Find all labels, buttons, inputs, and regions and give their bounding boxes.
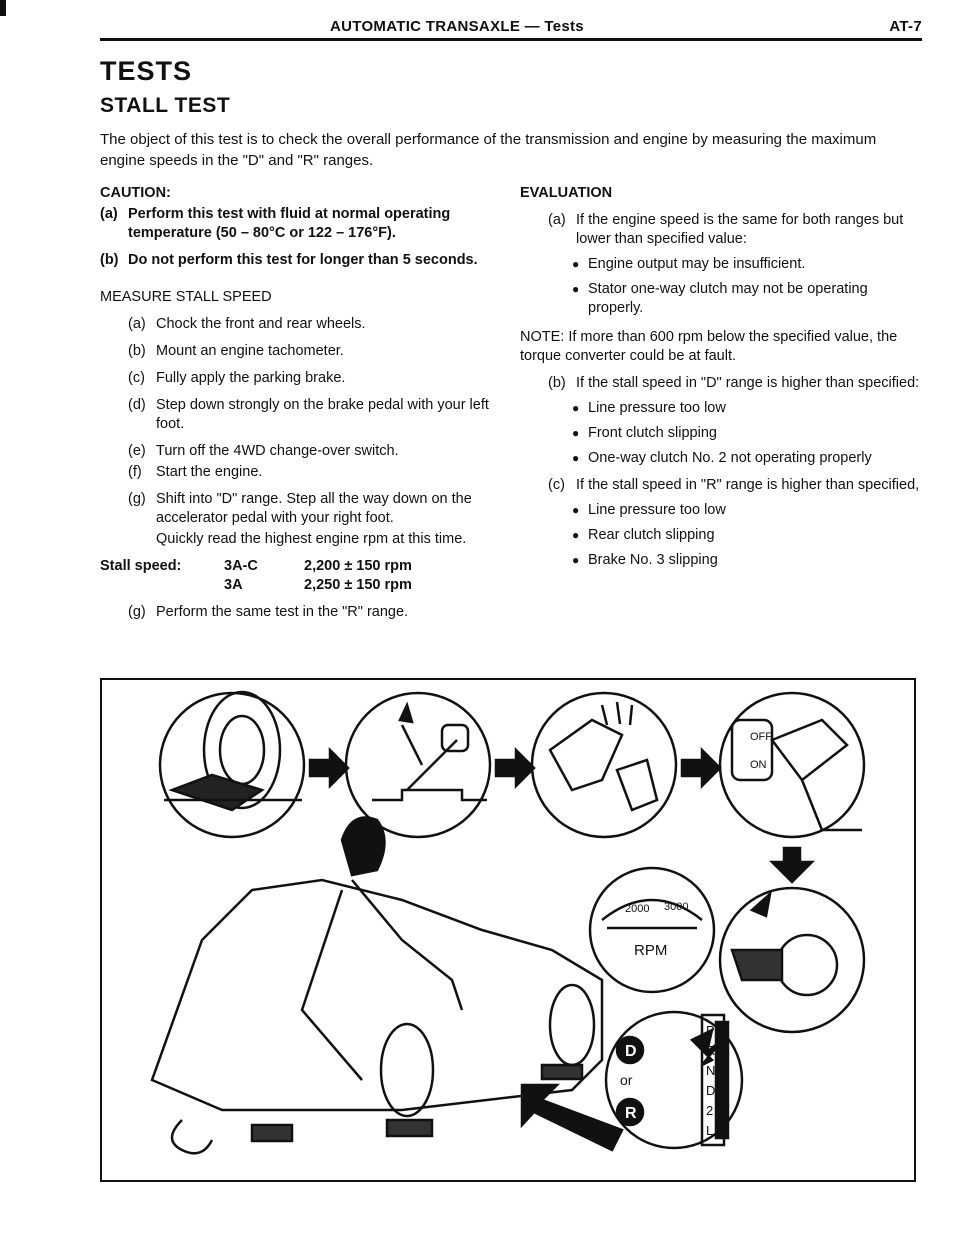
eval-text: If the stall speed in "D" range is higher than specified:: [576, 375, 920, 391]
step-text: Step down strongly on the brake pedal with your left foot.: [156, 397, 489, 432]
eval-bullet: [520, 280, 920, 318]
parking-brake-icon: [346, 693, 490, 837]
bullet-dot-icon: ●: [572, 553, 580, 567]
step-text: Chock the front and rear wheels.: [156, 316, 366, 332]
step-label: (f): [128, 464, 142, 480]
bullet-text: Front clutch slipping: [588, 425, 717, 441]
measure-step: [128, 369, 500, 388]
selector-p: P: [706, 1023, 715, 1038]
bullet-dot-icon: ●: [572, 426, 580, 440]
bullet-text: One-way clutch No. 2 not operating properly: [588, 450, 872, 466]
intro-paragraph: The object of this test is to check the overall performance of the transmission and engine by measuring the maximum engine speeds in the "D" and "R" ranges.: [100, 131, 877, 169]
range-r-badge: R: [625, 1105, 637, 1122]
measure-step: [128, 342, 500, 361]
measure-step: [128, 396, 500, 434]
tachometer-icon: [590, 868, 714, 992]
step-text: Fully apply the parking brake.: [156, 370, 346, 386]
stall-spacer: [100, 576, 218, 595]
stall-model: 3A-C: [224, 558, 258, 574]
selector-d: D: [706, 1083, 716, 1098]
arrow-right-icon: [310, 750, 348, 786]
bullet-dot-icon: ●: [572, 451, 580, 465]
bullet-text: Rear clutch slipping: [588, 527, 715, 543]
eval-bullet: [520, 551, 920, 570]
stall-value: 2,200 ± 150 rpm: [304, 558, 412, 574]
bullet-dot-icon: ●: [572, 282, 580, 296]
stall-label: Stall speed:: [100, 558, 182, 574]
eval-label: (a): [548, 212, 566, 228]
eval-text: If the stall speed in "R" range is higher than specified,: [576, 477, 920, 493]
running-header: [100, 14, 922, 38]
caution-item-label: (b): [100, 252, 119, 268]
or-label: or: [620, 1072, 633, 1088]
bullet-dot-icon: ●: [572, 257, 580, 271]
measure-step: [128, 530, 500, 549]
measure-step: [128, 490, 500, 528]
step-text: Perform the same test in the "R" range.: [156, 604, 409, 620]
measure-step: [128, 603, 500, 622]
eval-bullet: [520, 449, 920, 468]
section-subtitle: STALL TEST: [100, 94, 231, 117]
measure-step: [128, 463, 500, 482]
selector-2: 2: [706, 1103, 714, 1118]
caution-item-text: Do not perform this test for longer than 5 seconds.: [128, 252, 478, 268]
step-label: (a): [128, 316, 146, 332]
measure-steps: [100, 315, 500, 549]
selector-l: L: [706, 1123, 714, 1138]
arrow-right-icon: [682, 750, 720, 786]
caution-title: CAUTION:: [100, 185, 171, 201]
step-label: (c): [128, 370, 145, 386]
step-text: Mount an engine tachometer.: [156, 343, 344, 359]
evaluation-item: [548, 374, 920, 393]
tach-unit-label: RPM: [634, 942, 668, 959]
evaluation-title: EVALUATION: [520, 185, 613, 201]
step-text: Shift into "D" range. Step all the way down on the accelerator pedal with your right foot.: [156, 491, 472, 526]
selector-n: N: [706, 1063, 716, 1078]
header-page-id: AT-7: [889, 18, 922, 35]
illustration-svg: [102, 680, 914, 1180]
eval-bullet: [520, 424, 920, 443]
measure-title: MEASURE STALL SPEED: [100, 289, 272, 305]
brake-pedal-icon: [532, 693, 676, 837]
evaluation-item: [548, 211, 920, 249]
ignition-key-icon: [720, 888, 864, 1032]
step-label: [128, 530, 156, 549]
left-column: [100, 184, 500, 622]
switch-on-label: ON: [750, 759, 767, 771]
evaluation-item: [548, 476, 920, 495]
evaluation-note: NOTE: If more than 600 rpm below the specified value, the torque converter could be at fault.: [520, 329, 898, 364]
section-title: TESTS: [100, 56, 193, 86]
step-label: (g): [128, 491, 146, 507]
stall-value: 2,250 ± 150 rpm: [304, 577, 412, 593]
4wd-switch-icon: [720, 693, 864, 837]
caution-item: [100, 251, 500, 270]
right-column: [520, 184, 920, 570]
selector-r: R: [706, 1043, 716, 1058]
measure-step: [128, 442, 500, 461]
tach-3000-label: 3000: [664, 901, 689, 913]
header-title: AUTOMATIC TRANSAXLE — Tests: [330, 18, 584, 35]
step-label: (b): [128, 343, 146, 359]
eval-bullet: [520, 526, 920, 545]
eval-bullet: [520, 399, 920, 418]
caution-item-label: (a): [100, 206, 118, 222]
eval-text: If the engine speed is the same for both ranges but lower than specified value:: [576, 212, 904, 247]
step-text: Quickly read the highest engine rpm at this time.: [156, 531, 467, 547]
stall-speed-spec: [100, 557, 500, 595]
header-rule: [100, 38, 922, 41]
step-label: (d): [128, 397, 146, 413]
bullet-text: Stator one-way clutch may not be operating properly.: [588, 281, 868, 316]
page-corner-mark: [0, 0, 6, 16]
measure-last-step-wrap: [100, 603, 500, 622]
bullet-dot-icon: ●: [572, 528, 580, 542]
caution-item-text: Perform this test with fluid at normal operating temperature (50 – 80°C or 122 – 176°F).: [128, 206, 451, 241]
step-label: (g): [128, 604, 146, 620]
bullet-dot-icon: ●: [572, 401, 580, 415]
wheel-chock-icon: [160, 692, 304, 837]
measure-step: [128, 315, 500, 334]
eval-bullet: [520, 501, 920, 520]
range-d-badge: D: [625, 1043, 637, 1060]
bullet-text: Line pressure too low: [588, 502, 726, 518]
arrow-right-icon: [496, 750, 534, 786]
stall-test-illustration: [100, 678, 916, 1182]
eval-label: (b): [548, 375, 566, 391]
bullet-text: Brake No. 3 slipping: [588, 552, 718, 568]
bullet-text: Engine output may be insufficient.: [588, 256, 806, 272]
arrow-down-icon: [772, 848, 812, 882]
switch-off-label: OFF: [750, 731, 772, 743]
bullet-dot-icon: ●: [572, 503, 580, 517]
bullet-text: Line pressure too low: [588, 400, 726, 416]
stall-model: 3A: [224, 577, 243, 593]
tach-2000-label: 2000: [625, 903, 650, 915]
eval-label: (c): [548, 477, 565, 493]
step-text: Turn off the 4WD change-over switch.: [156, 443, 399, 459]
step-label: (e): [128, 443, 146, 459]
step-text: Start the engine.: [156, 464, 263, 480]
caution-item: [100, 205, 500, 243]
eval-bullet: [520, 255, 920, 274]
